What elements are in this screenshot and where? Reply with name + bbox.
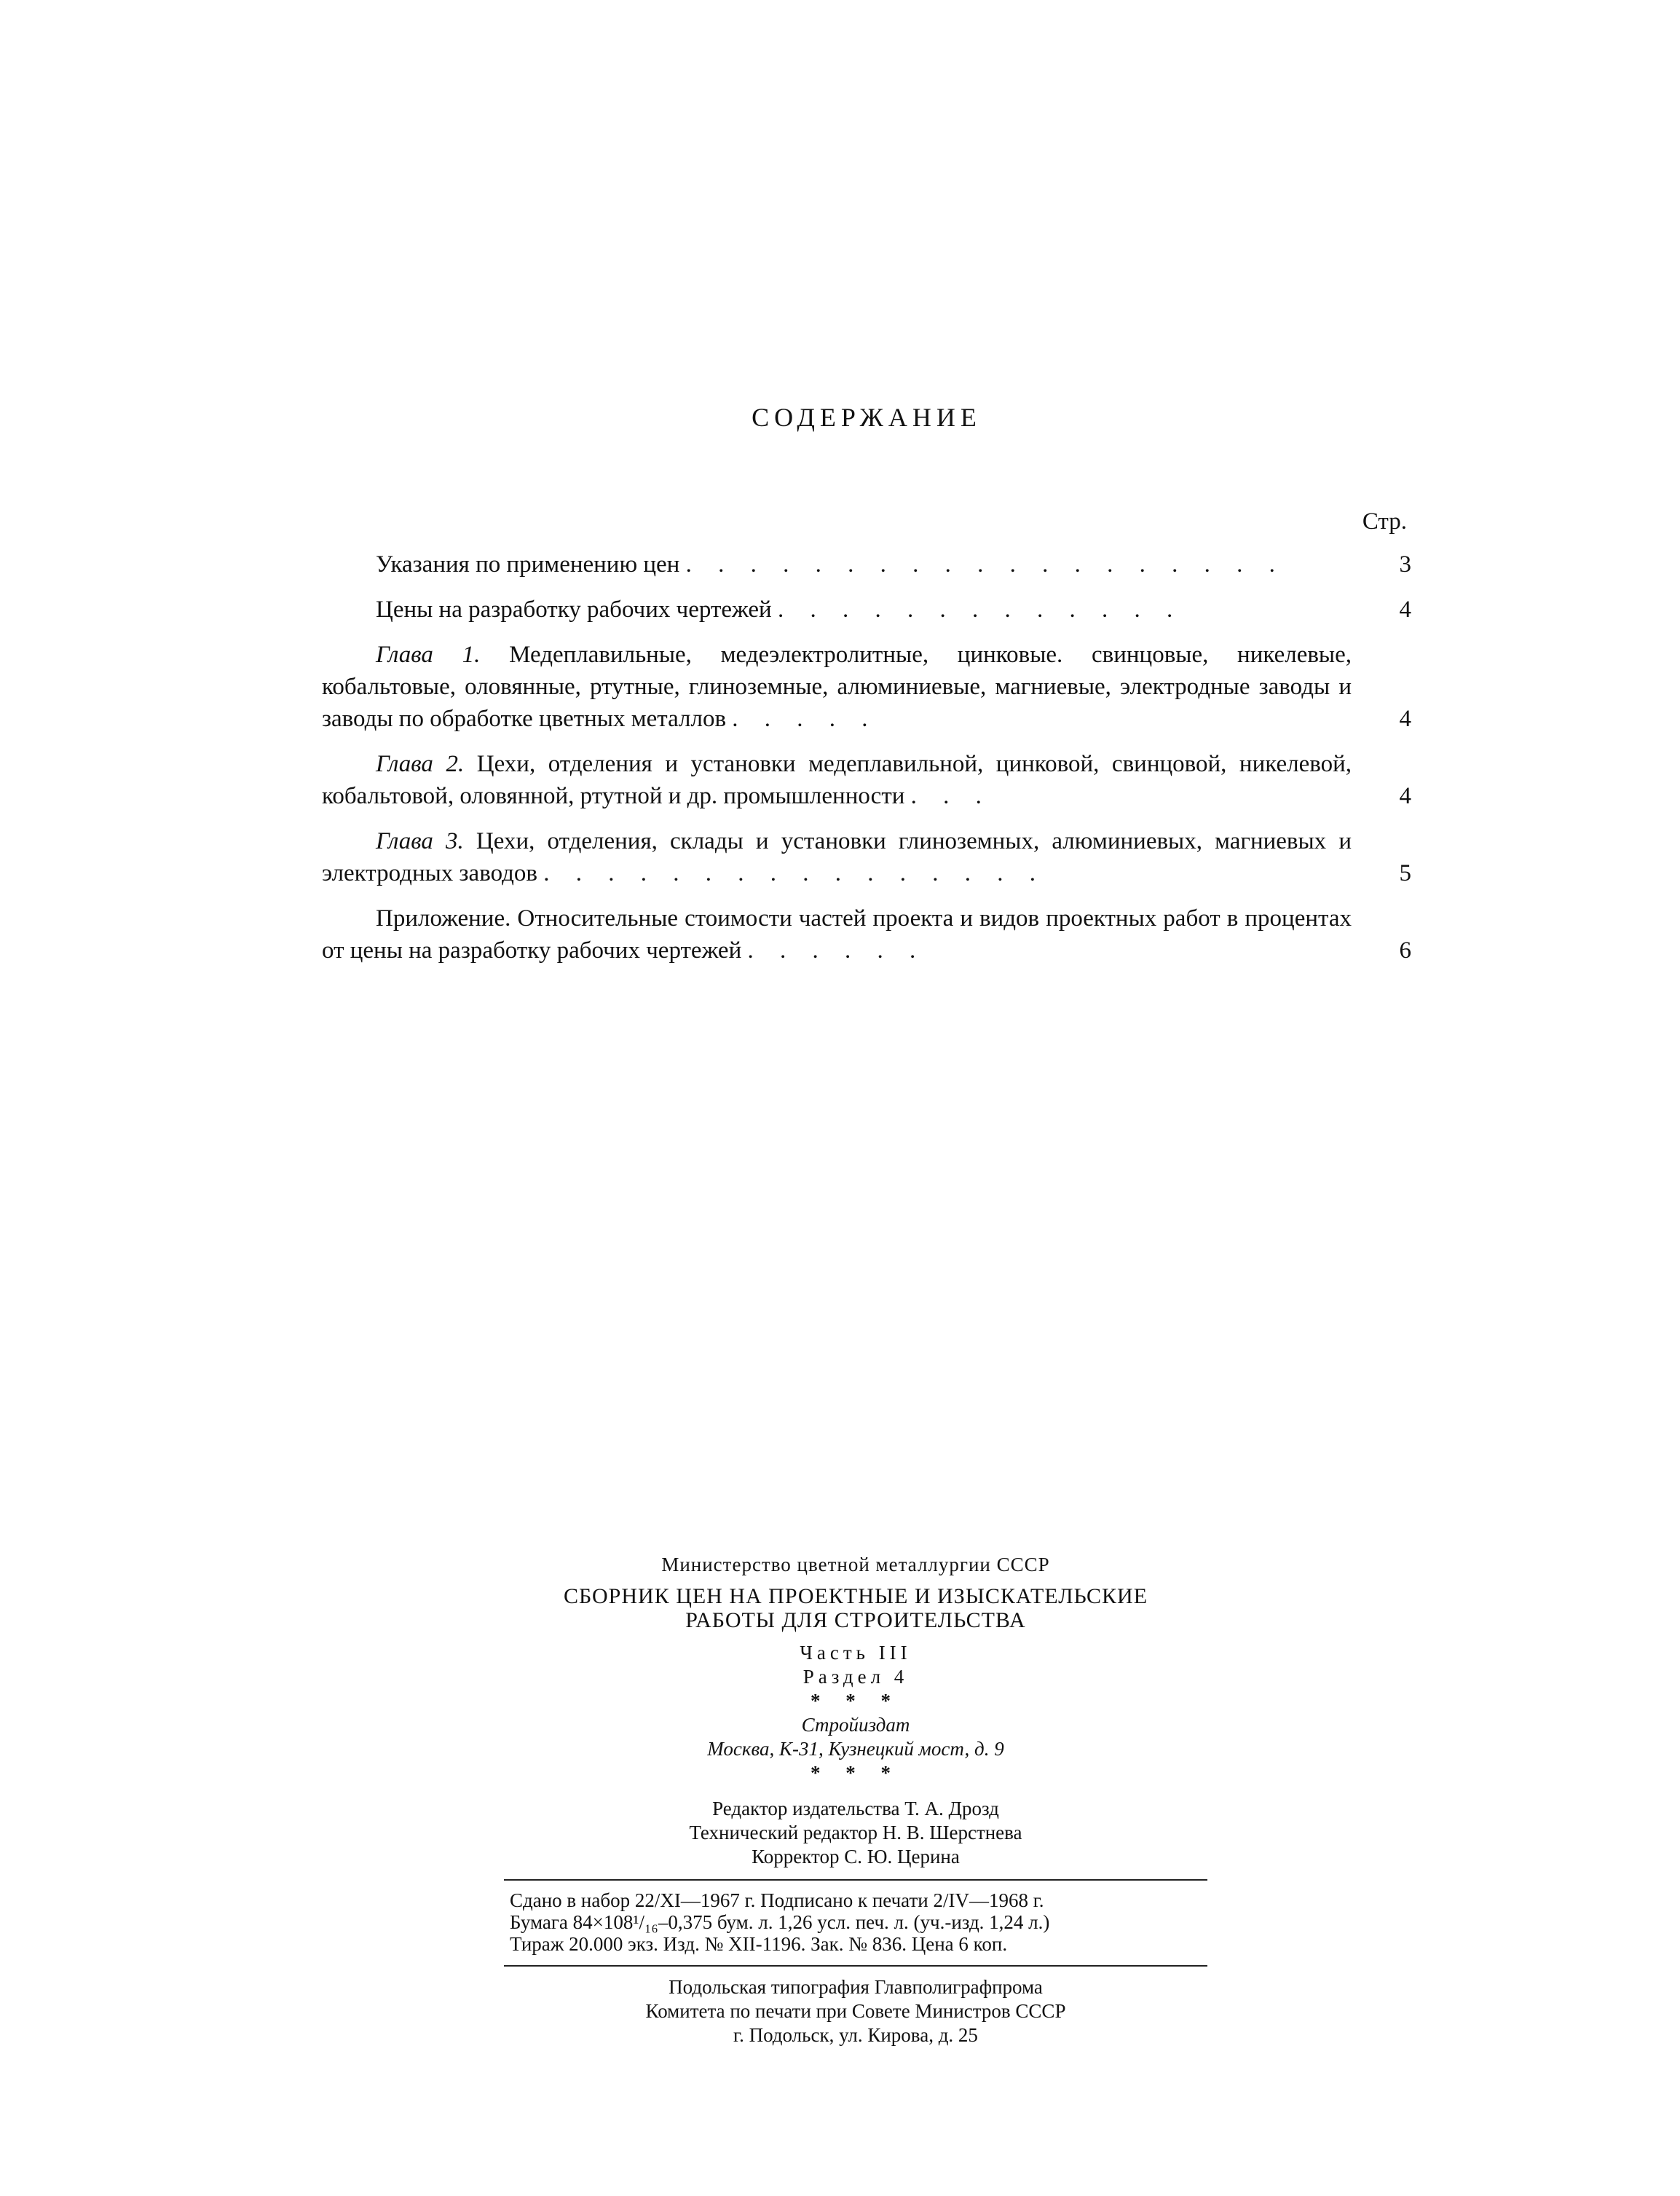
imprint-publisher: Стройиздат [801,1714,910,1736]
toc-entry-text: Медеплавильные, медеэлектролитные, цинковые. свинцовые, никелевые, кобальтовые, оловянные, ртутные, глиноземные, алюминиевые, магниевые, электродные заводы и заводы по обработке цветных металлов [322,642,1352,732]
toc-entry: Указания по применению цен . . . . . . . . . . . . . . . . . . . 3 [322,548,1411,581]
toc-entry-text: Цехи, отделения, склады и установки глиноземных, алюминиевых, магниевых и электродных заводов [322,828,1352,886]
separator-stars: * * * [811,1762,901,1784]
toc-entry-text: Указания по применению цен [376,551,680,578]
toc-entry-page: 6 [1399,937,1411,964]
imprint-proofreader: Корректор С. Ю. Церина [752,1846,960,1868]
separator-stars: * * * [811,1690,901,1712]
toc-entry-page: 5 [1399,860,1411,886]
toc-entry: Приложение. Относительные стоимости частей проекта и видов проектных работ в процентах от цены на разработку рабочих чертежей . . . . . . 6 [322,902,1411,967]
toc-entry: Глава 1. Медеплавильные, медеэлектролитные, цинковые. свинцовые, никелевые, кобальтовые, оловянные, ртутные, глиноземные, алюминиевые, магниевые, электродные заводы и заводы по обработке цветных металлов . . . . . 4 [322,639,1411,735]
contents-title: СОДЕРЖАНИЕ [752,403,982,432]
toc-entry: Глава 2. Цехи, отделения и установки медеплавильной, цинковой, свинцовой, никелевой, кобальтовой, оловянной, ртутной и др. промышленности . . . 4 [322,748,1411,812]
imprint-print-details: Сдано в набор 22/XI—1967 г. Подписано к печати 2/IV—1968 г. [510,1889,1044,1911]
imprint [504,1553,1207,2047]
page-column-header: Стр. [1362,508,1407,535]
divider [504,1879,1207,1881]
toc-entry-text: Цехи, отделения и установки медеплавильной, цинковой, свинцовой, никелевой, кобальтовой, оловянной, ртутной и др. промышленности [322,751,1352,809]
toc-entry-page: 3 [1399,551,1411,578]
imprint-printer: Комитета по печати при Совете Министров СССР [645,2000,1066,2022]
imprint-printer: г. Подольск, ул. Кирова, д. 25 [733,2024,978,2046]
imprint-ministry: Министерство цветной металлургии СССР [661,1554,1050,1575]
toc-entry-text: Приложение. Относительные стоимости частей проекта и видов проектных работ в процентах от цены на разработку рабочих чертежей [322,905,1352,964]
imprint-part: Часть III [800,1642,912,1664]
divider [504,1965,1207,1967]
table-of-contents [322,508,1411,980]
imprint-print-details: Тираж 20.000 экз. Изд. № XII-1196. Зак. № 836. Цена 6 коп. [510,1933,1008,1955]
imprint-section: Раздел 4 [802,1666,909,1688]
imprint-tech-editor: Технический редактор Н. В. Шерстнева [689,1822,1022,1843]
imprint-collection-title: РАБОТЫ ДЛЯ СТРОИТЕЛЬСТВА [685,1608,1026,1632]
toc-entry-page: 4 [1399,783,1411,809]
imprint-editor: Редактор издательства Т. А. Дрозд [712,1798,999,1819]
chapter-label: Глава 3. [376,828,464,854]
chapter-label: Глава 1. [376,642,481,668]
imprint-collection-title: СБОРНИК ЦЕН НА ПРОЕКТНЫЕ И ИЗЫСКАТЕЛЬСКИЕ [563,1584,1148,1608]
toc-entry-page: 4 [1399,597,1411,623]
chapter-label: Глава 2. [376,751,465,777]
toc-entry-page: 4 [1399,706,1411,732]
toc-entry-text: Цены на разработку рабочих чертежей [376,597,772,623]
imprint-print-details: Бумага 84×108¹/₁₆–0,375 бум. л. 1,26 усл. печ. л. (уч.-изд. 1,24 л.) [510,1911,1050,1933]
imprint-printer: Подольская типография Главполиграфпрома [669,1976,1043,1998]
toc-entry: Цены на разработку рабочих чертежей . . . . . . . . . . . . . 4 [322,594,1411,626]
toc-entry: Глава 3. Цехи, отделения, склады и установки глиноземных, алюминиевых, магниевых и электродных заводов . . . . . . . . . . . . . . . . 5 [322,825,1411,889]
imprint-address: Москва, К-31, Кузнецкий мост, д. 9 [707,1738,1004,1760]
